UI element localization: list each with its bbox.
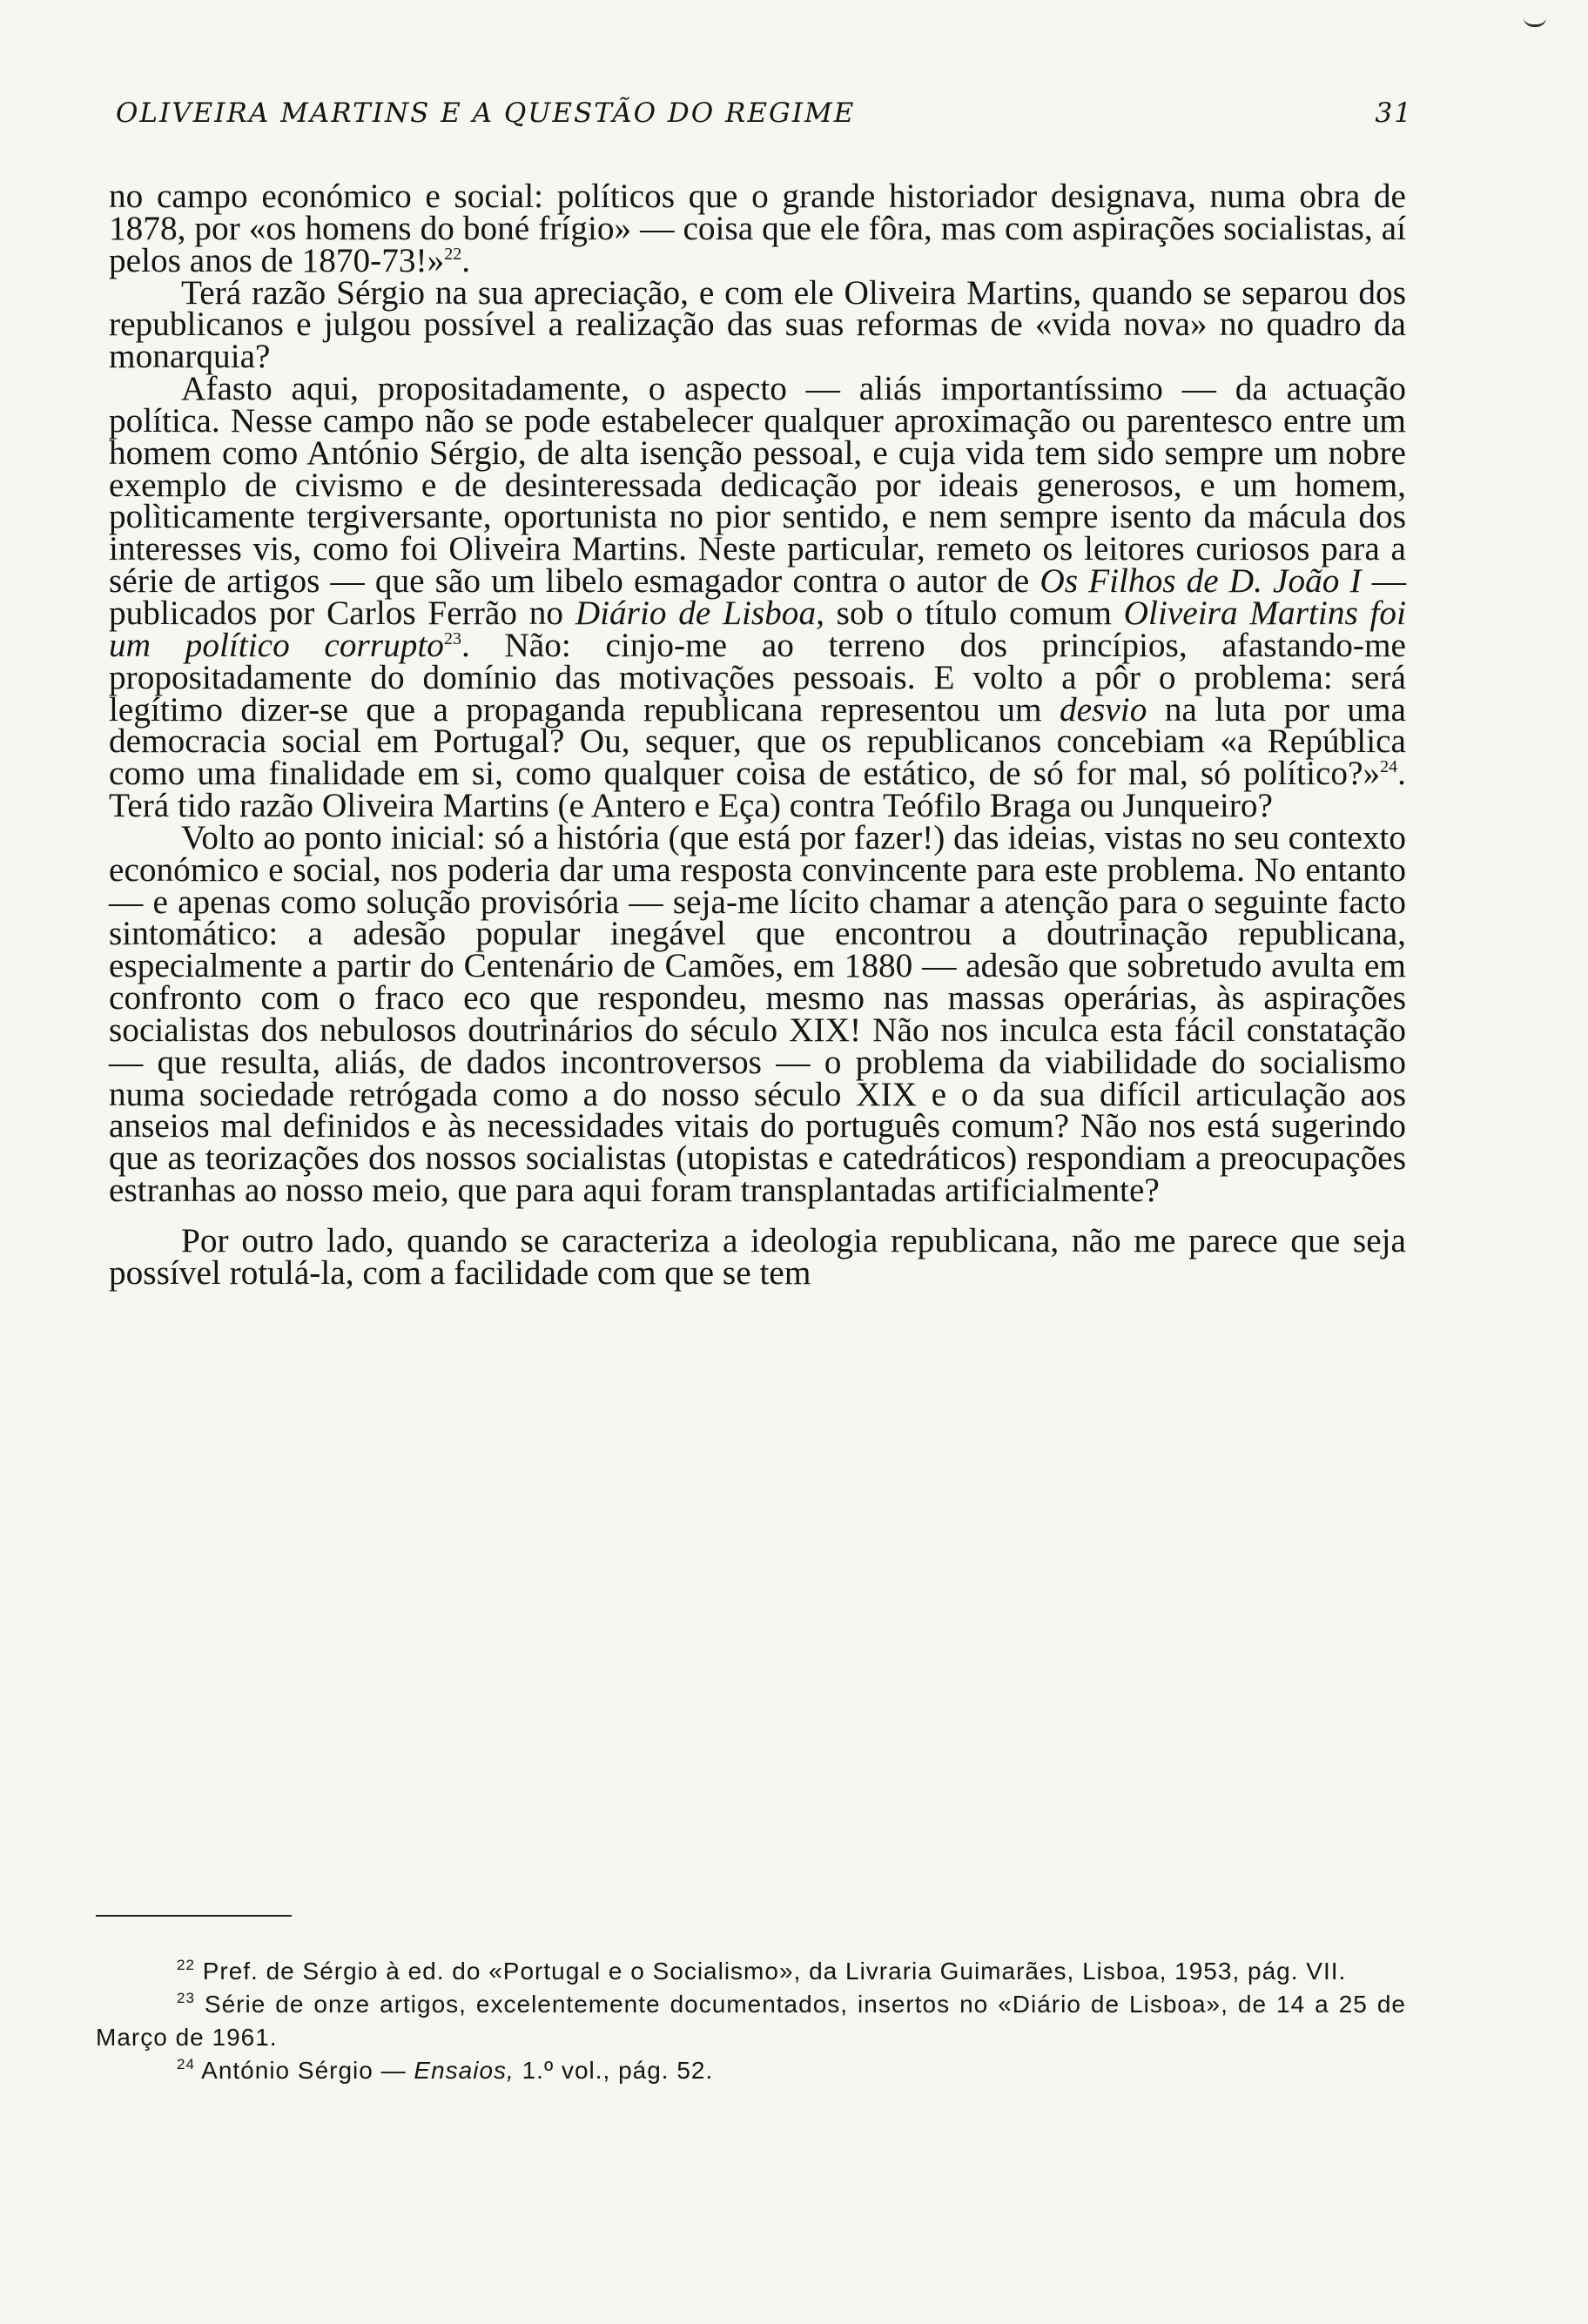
- italic-article-title: Oliveira Martins foi um político corrupto: [109, 593, 1406, 664]
- page-number: 31: [1375, 97, 1413, 129]
- paragraph-3-part-c: sob o título comum: [824, 593, 1124, 632]
- footnote-ref-22: 22: [444, 244, 462, 264]
- paragraph-1: [109, 177, 1406, 279]
- paragraph-3-part-b: — publicados por Carlos Ferrão no: [109, 561, 1407, 632]
- paragraph-3-part-a: Afasto aqui, propositadamente, o aspecto — aliás importantíssimo — da actuação política. Nesse campo não se pode estabelecer qualquer aproximação ou parentesco entre um homem como António Sérgio, de alta isenção pessoal, e cuja vida tem sido sempre um nobre exemplo de civismo e de desinteressada dedicação por ideais generosos, e um homem, polìticamente tergiversante, oportunista no pior sentido, e nem sempre isento da mácula dos interesses vis, como foi Oliveira Martins. Neste particular, remeto os leitores curiosos para a série de artigos — que são um libelo esmagador contra o autor de: [109, 369, 1406, 601]
- italic-book-title: Os Filhos de D. João I: [1040, 561, 1362, 601]
- footnote-number: 23: [177, 1990, 195, 2006]
- paragraph-3-part-e: na luta por uma democracia social em Portugal? Ou, sequer, que os republicanos concebiam «a República como uma finalidade em si, como qualquer coisa de estático, de só for mal, só político?»: [109, 689, 1406, 793]
- paragraph-2: Terá razão Sérgio na sua apreciação, e com ele Oliveira Martins, quando se separou dos republicanos e julgou possível a realização das suas reformas de «vida nova» no quadro da monarquia?: [109, 272, 1406, 376]
- footnote-text: António Sérgio —: [201, 2057, 414, 2084]
- footnote-22: [96, 1955, 1406, 1988]
- footnote-text: Série de onze artigos, excelentemente documentados, insertos no «Diário de Lisboa», de 14 a 25 de Março de 1961.: [96, 1991, 1406, 2051]
- footnote-text: Pref. de Sérgio à ed. do «Portugal e o Socialismo», da Livraria Guimarães, Lisboa, 1953, pág. VII.: [202, 1958, 1347, 1985]
- paragraph-5: Por outro lado, quando se caracteriza a ideologia republicana, não me parece que seja possível rotulá-la, com a facilidade com que se tem: [109, 1221, 1406, 1292]
- paragraph-1-end: .: [461, 240, 471, 279]
- footnote-separator: [96, 1915, 292, 1917]
- footnote-number: 22: [177, 1957, 195, 1973]
- paragraph-3-part-d: . Não: cinjo-me ao terreno dos princípios, afastando-me propositadamente do domínio das motivações pessoais. E volto a pôr o problema: será legítimo dizer-se que a propaganda republicana representou um: [109, 625, 1406, 729]
- footnote-ref-23: 23: [443, 628, 461, 648]
- footnote-ref-24: 24: [1380, 757, 1398, 777]
- body-text: [109, 177, 1407, 1292]
- paragraph-1-text: no campo económico e social: políticos que o grande historiador designava, numa obra de 1878, por «os homens do boné frígio» — coisa que ele fôra, mas com aspirações socialistas, aí pelos anos de 1870-73!»: [109, 177, 1406, 279]
- footnotes: [96, 1955, 1406, 2087]
- paragraph-3: [109, 369, 1407, 825]
- footnote-number: 24: [177, 2056, 195, 2072]
- stray-pen-mark: [1524, 17, 1546, 27]
- paragraph-4: Volto ao ponto inicial: só a história (que está por fazer!) das ideias, vistas no seu contexto económico e social, nos poderia dar uma resposta convincente para este problema. No entanto — e apenas como solução provisória — seja-me lícito chamar a atenção para o seguinte facto sintomático: a adesão popular inegável que encontrou a doutrinação republicana, especialmente a partir do Centenário de Camões, em 1880 — adesão que sobretudo avulta em confronto com o fraco eco que respondeu, mesmo nas massas operárias, às aspirações socialistas dos nebulosos doutrinários do século XIX! Não nos inculca esta fácil constatação — que resulta, aliás, de dados incontroversos — o problema da viabilidade do socialismo numa sociedade retrógada como a do nosso século XIX e o da sua difícil articulação aos anseios mal definidos e às necessidades vitais do português comum? Não nos está sugerindo que as teorizações dos nossos socialistas (utopistas e catedráticos) respondiam a preocupações estranhas ao nosso meio, que para aqui foram transplantadas artificialmente?: [109, 817, 1406, 1210]
- italic-desvio: desvio: [1059, 689, 1147, 729]
- running-head-title: OLIVEIRA MARTINS E A QUESTÃO DO REGIME: [116, 97, 856, 129]
- paragraph-3-part-f: . Terá tido razão Oliveira Martins (e Antero e Eça) contra Teófilo Braga ou Junqueiro?: [109, 754, 1406, 825]
- footnote-italic-title: Ensaios,: [414, 2057, 515, 2084]
- footnote-23: [96, 1988, 1406, 2054]
- footnote-text-end: 1.º vol., pág. 52.: [514, 2057, 714, 2084]
- running-head: [116, 97, 1413, 141]
- footnote-24: [96, 2054, 1406, 2087]
- italic-newspaper: Diário de Lisboa,: [575, 593, 824, 632]
